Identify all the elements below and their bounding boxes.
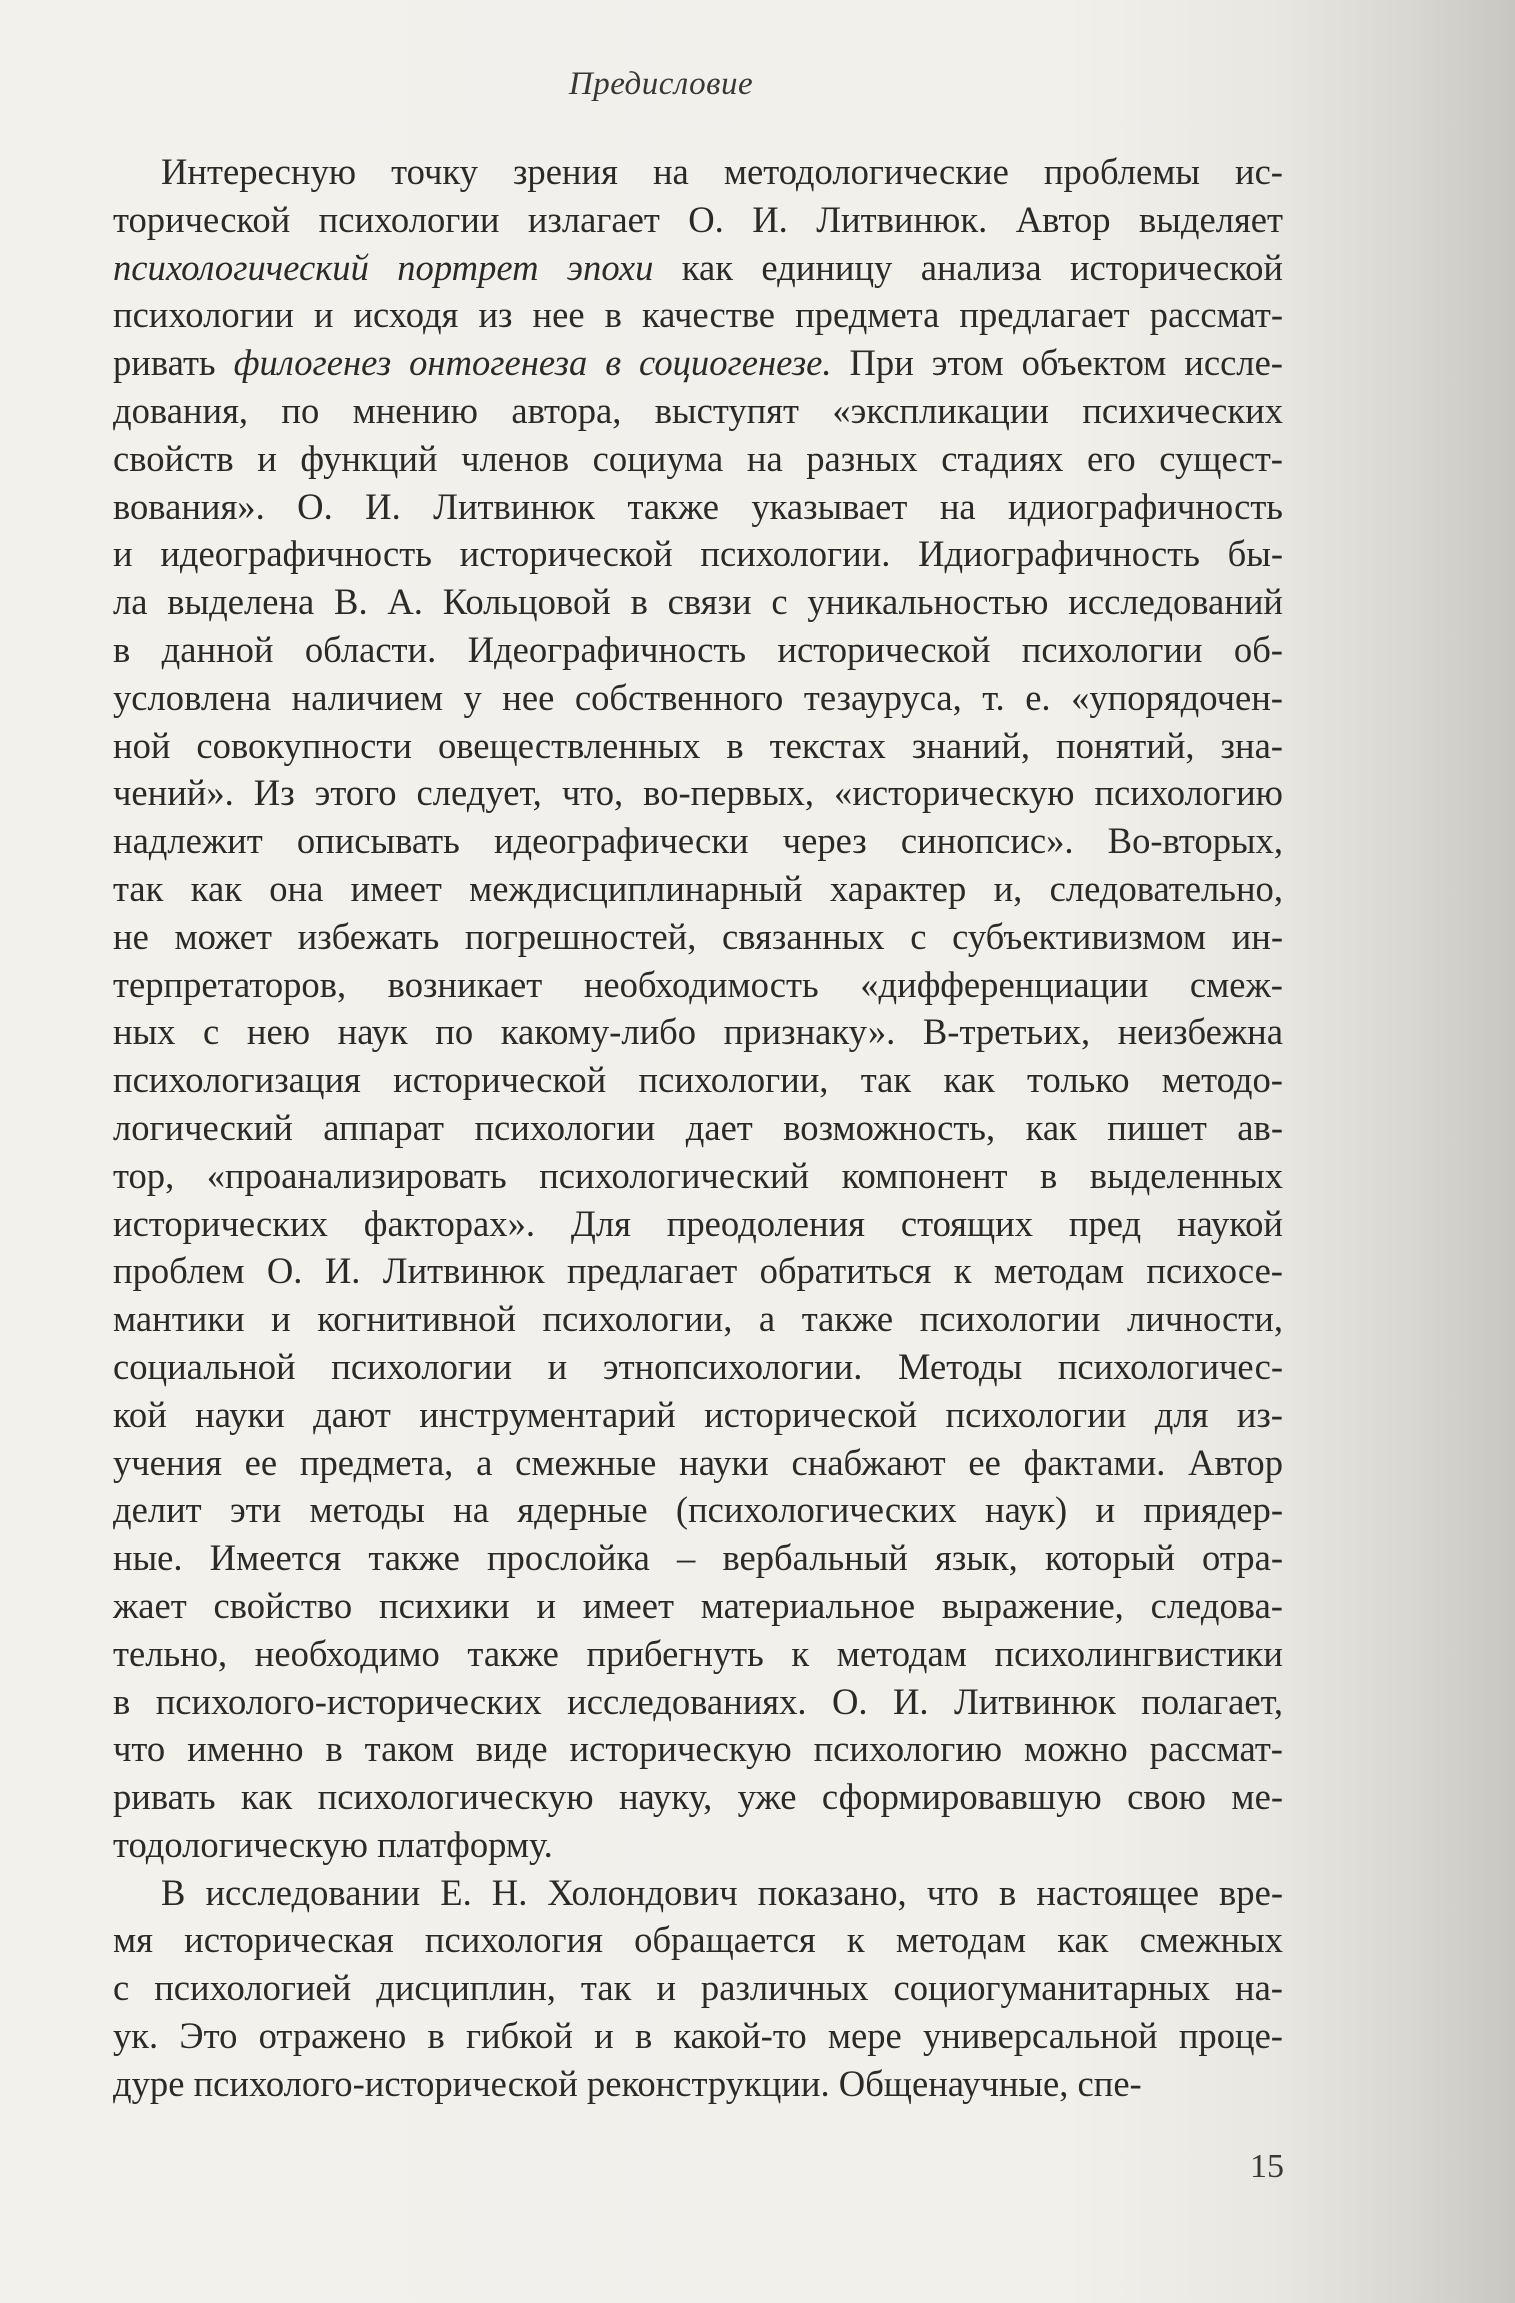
page-number: 15	[1250, 2148, 1284, 2185]
text-line: чений». Из этого следует, что, во-первых, «историческую психологию	[113, 772, 1283, 814]
text-line: условлена наличием у нее собственного тезауруса, т. е. «упорядочен-	[113, 676, 1283, 718]
text-line: ные. Имеется также прослойка – вербальный язык, который отра-	[113, 1537, 1283, 1579]
text-line: дуре психолого-исторической реконструкции. Общенаучные, спе-	[113, 2062, 1142, 2104]
text-line: жает свойство психики и имеет материальное выражение, следова-	[113, 1584, 1283, 1626]
text-line: вования». О. И. Литвинюк также указывает на идиографичность	[113, 485, 1283, 527]
text-line: психологизация исторической психологии, так как только методо-	[113, 1059, 1283, 1101]
text-line: исторических факторах». Для преодоления стоящих пред наукой	[113, 1202, 1283, 1244]
text-line: мантики и когнитивной психологии, а также психологии личности,	[113, 1298, 1283, 1340]
body-text	[113, 148, 1283, 2108]
text-line: так как она имеет междисциплинарный характер и, следовательно,	[113, 867, 1283, 909]
text-line: мя историческая психология обращается к методам как смежных	[113, 1919, 1283, 1961]
running-head: Предисловие	[568, 66, 754, 102]
text-line: ривать филогенез онтогенеза в социогенезе. При этом объектом иссле-	[113, 342, 1283, 384]
text-line: ук. Это отражено в гибкой и в какой-то мере универсальной проце-	[113, 2015, 1283, 2057]
text-line: ной совокупности овеществленных в текстах знаний, понятий, зна-	[113, 724, 1283, 766]
text-line: делит эти методы на ядерные (психологических наук) и приядер-	[113, 1489, 1283, 1531]
text-line: проблем О. И. Литвинюк предлагает обратиться к методам психосе-	[113, 1250, 1283, 1292]
text-line: психологии и исходя из нее в качестве предмета предлагает рассмат-	[113, 294, 1283, 336]
text-line: надлежит описывать идеографически через синопсис». Во-вторых,	[113, 820, 1283, 862]
text-line: психологический портрет эпохи как единицу анализа исторической	[113, 246, 1283, 288]
text-line: что именно в таком виде историческую психологию можно рассмат-	[113, 1728, 1283, 1770]
text-line: ных с нею наук по какому-либо признаку». В-третьих, неизбежна	[113, 1011, 1283, 1053]
italic-term: психологический портрет эпохи	[113, 246, 654, 288]
text-line: кой науки дают инструментарий исторической психологии для из-	[113, 1393, 1283, 1435]
text-line: логический аппарат психологии дает возможность, как пишет ав-	[113, 1106, 1283, 1148]
text-line: и идеографичность исторической психологии. Идиографичность бы-	[113, 533, 1283, 575]
italic-term: филогенез онтогенеза в социогенезе.	[233, 342, 832, 384]
text-line: ла выделена В. А. Кольцовой в связи с уникальностью исследований	[113, 581, 1283, 623]
text-line: социальной психологии и этнопсихологии. Методы психологичес-	[113, 1345, 1283, 1387]
text-line: учения ее предмета, а смежные науки снабжают ее фактами. Автор	[113, 1441, 1283, 1483]
text-line: ривать как психологическую науку, уже сформировавшую свою ме-	[113, 1776, 1283, 1818]
text-line: торической психологии излагает О. И. Литвинюк. Автор выделяет	[113, 198, 1283, 240]
text-line: с психологией дисциплин, так и различных социогуманитарных на-	[113, 1967, 1283, 2009]
text-line: в психолого-исторических исследованиях. О. И. Литвинюк полагает,	[113, 1680, 1283, 1722]
text-line: дования, по мнению автора, выступят «экспликации психических	[113, 389, 1283, 431]
text-line: Интересную точку зрения на методологические проблемы ис-	[161, 151, 1283, 192]
text-line: В исследовании Е. Н. Холондович показано, что в настоящее вре-	[161, 1871, 1283, 1913]
text-line: терпретаторов, возникает необходимость «дифференциации смеж-	[113, 963, 1283, 1005]
text-line: тор, «проанализировать психологический компонент в выделенных	[113, 1154, 1283, 1196]
text-line: тельно, необходимо также прибегнуть к методам психолингвистики	[113, 1632, 1283, 1674]
text-line: тодологическую платформу.	[113, 1823, 553, 1865]
text-line: в данной области. Идеографичность исторической психологии об-	[113, 628, 1283, 670]
text-line: свойств и функций членов социума на разных стадиях его сущест-	[113, 437, 1283, 479]
text-line: не может избежать погрешностей, связанных с субъективизмом ин-	[113, 915, 1283, 957]
